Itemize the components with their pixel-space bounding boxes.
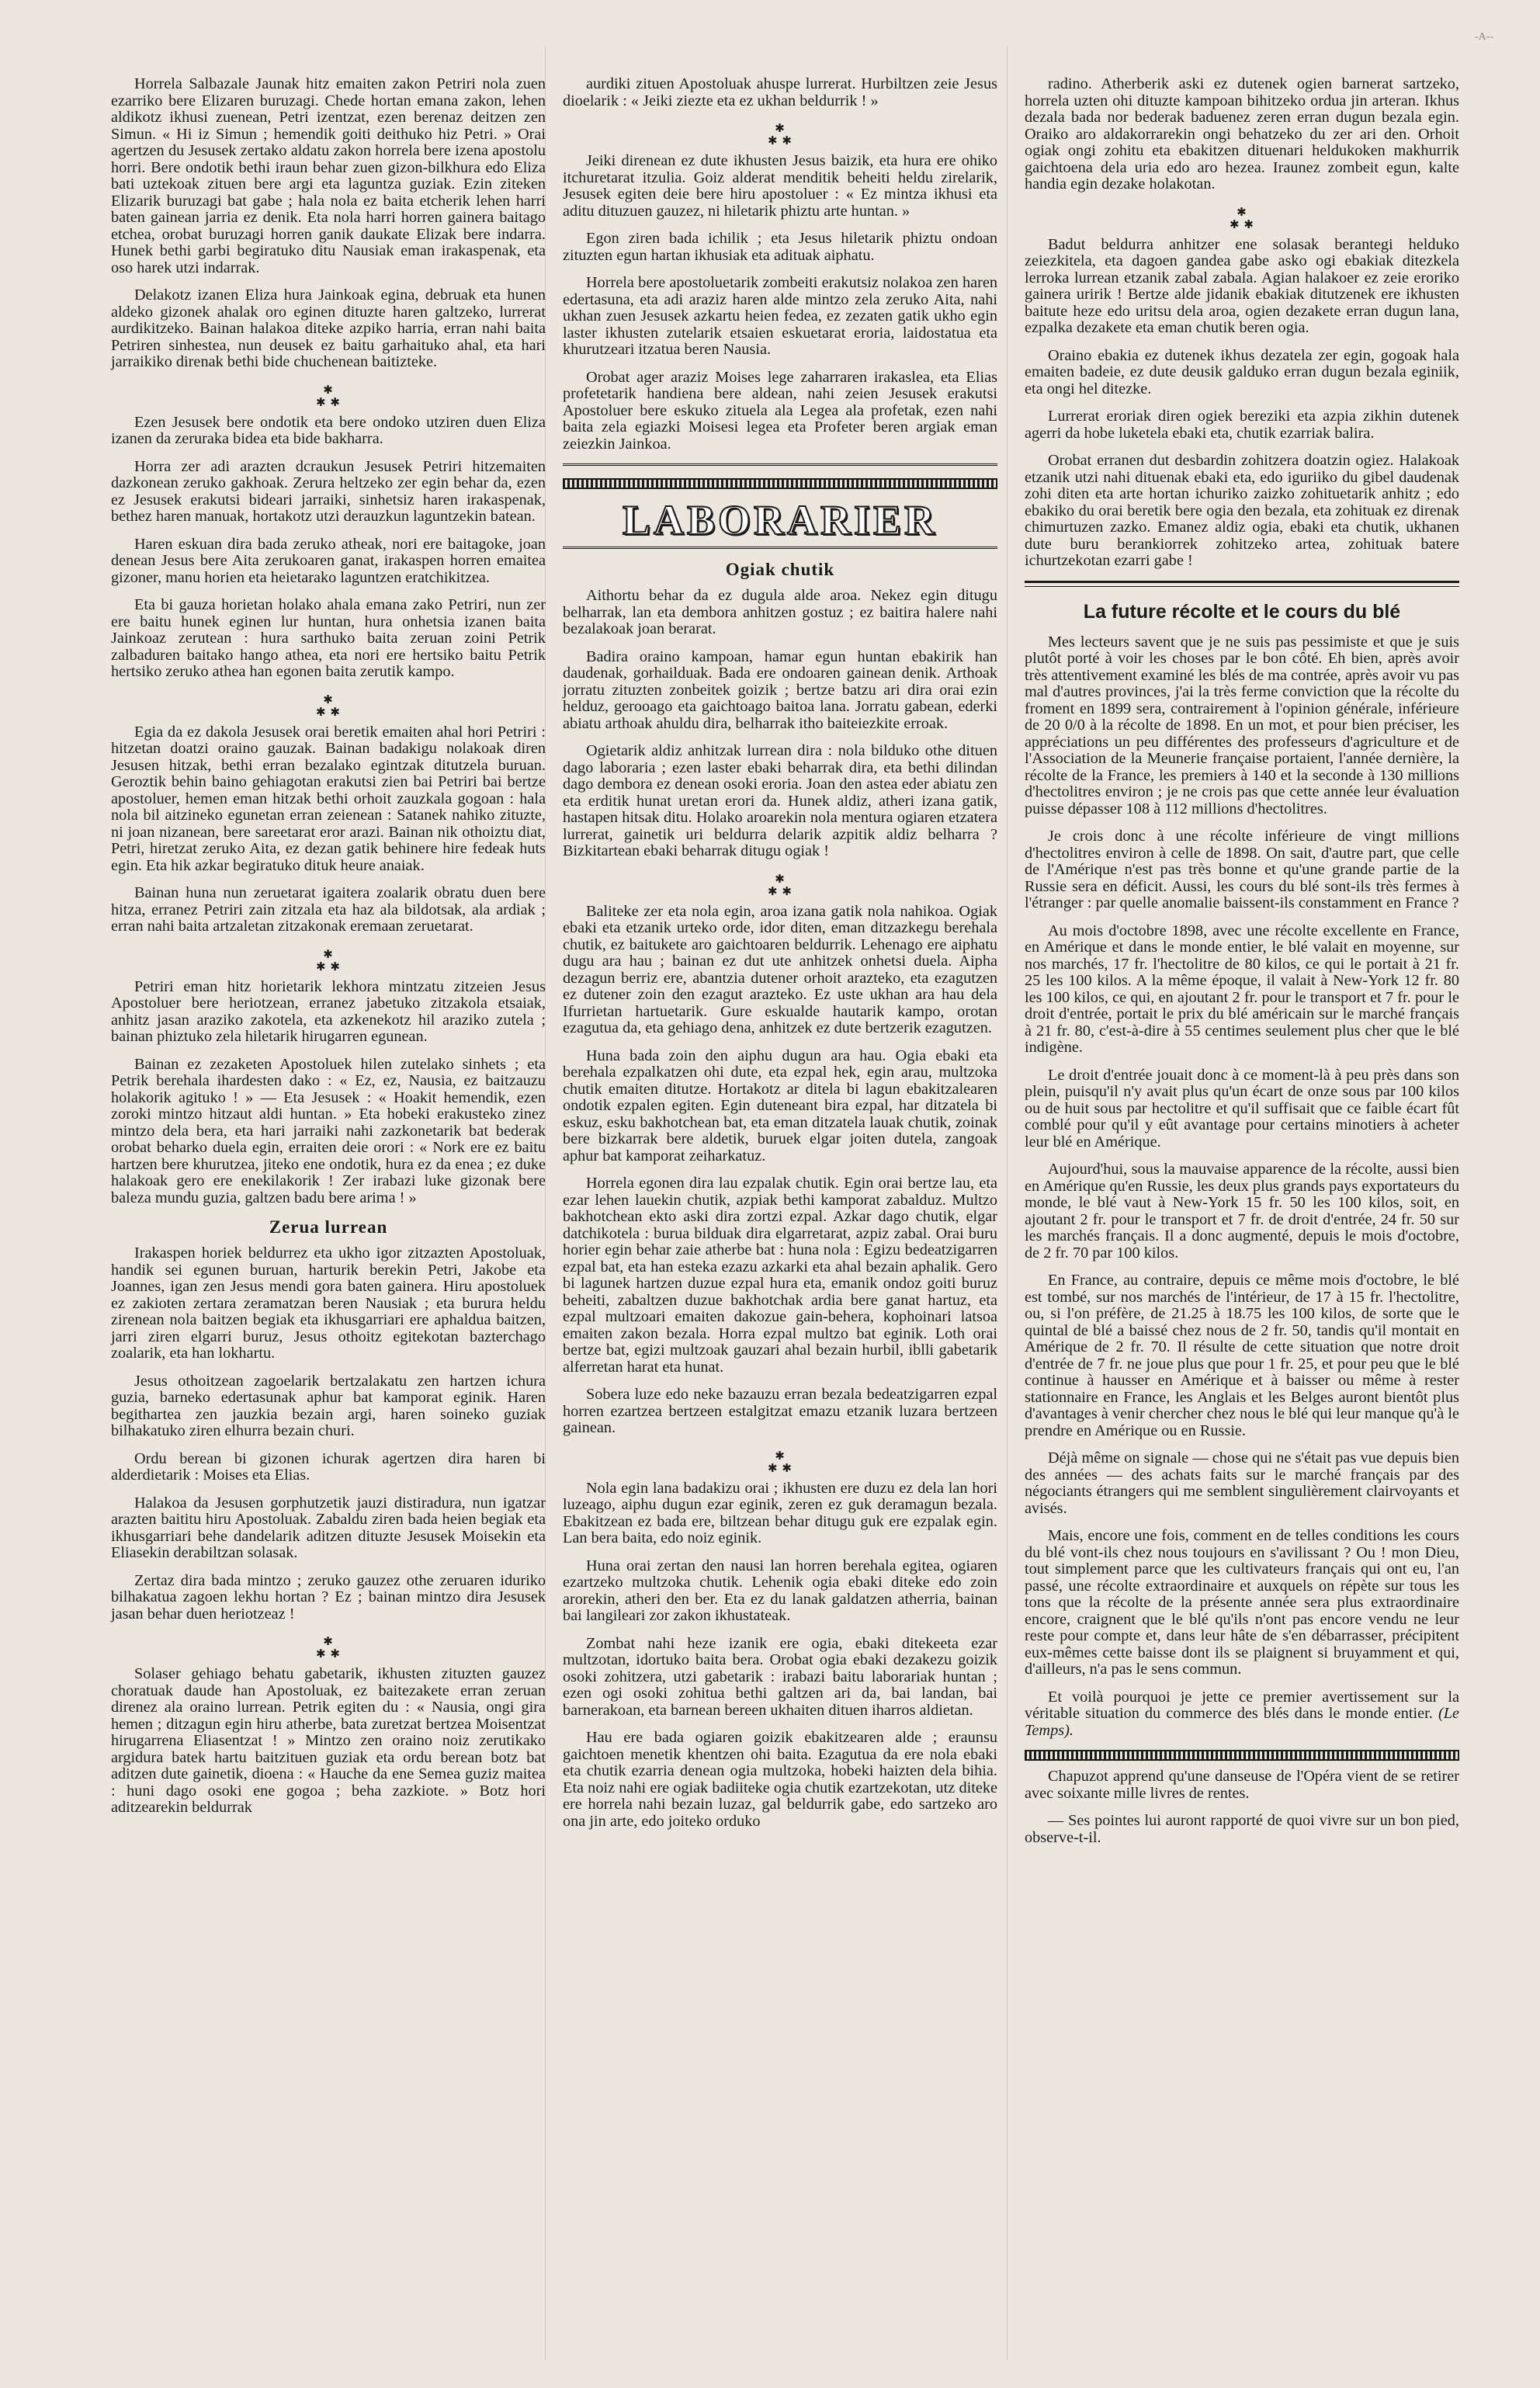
paragraph: — Ses pointes lui auront rapporté de quoi vivre sur un bon pied, observe-t-il. [1025,1812,1459,1846]
column-1 [111,76,546,1827]
paragraph: Badira oraino kampoan, hamar egun huntan ebakirik han daudenak, gorhailduak. Bada ere ondoaren gainean denik. Arthoak jorratu zituzten zonbeitek goizik ; bertze batzu ari dira orai ezin helduz, gerooago eta gaichtoago baitoa lana. Jorratu gabean, ederki abiatu arthoak ahuldu dira, belharrak itho baiteiezkite erroak. [563,647,997,732]
paragraph: Le droit d'entrée jouait donc à ce moment-là à peu près dans son plein, puisqu'il n'y avait plus qu'un écart de onze sous par 100 kilos ou de huit sous par hectolitre et qu'il suffisait que ce faible écart fût comblé pour qu'il y eût avantage pour certains minotiers à acheter leur blé en Amérique. [1025,1066,1459,1151]
article-rule [1025,581,1459,587]
ornamental-rule [1025,1750,1459,1761]
paragraph: Haren eskuan dira bada zeruko atheak, nori ere baitagoke, joan denean Jesus bere Aita zerukoaren ganat, irakaspen horren emaitea gizoner, manu horien eta heietarako laguntzen eratchikitzea. [111,535,546,586]
article-heading: Ogiak chutik [725,560,835,579]
paragraph: Zombat nahi heze izanik ere ogia, ebaki ditekeeta ezar multzotan, idortuko baita bera. Orobat ogia ebaki dezakezu goizik osoki zohitzera, utzi gabetarik : irabazi baitu laborariak huntan ; ezen ogi osoki zohitua bethi galtzen ari da, bai landan, bai barnerakoan, eta barnean bereen ukhaiten dituen iharros aldietan. [563,1634,997,1719]
section-banner-title: LABORARIER [622,497,938,543]
paragraph: Jeiki direnean ez dute ikhusten Jesus baizik, eta hura ere ohiko itchuretarat itzulia. Goiz alderat menditik beheiti heldu zirelarik, Jesusek egiten deie bere hiru apostoluer : « Ez mintza ikhusi eta aditu dituzuen gauzez, ni hiletarik phiztu arte huntan. » [563,152,997,220]
paragraph: Irakaspen horiek beldurrez eta ukho igor zitzazten Apostoluak, handik sei egunen buruan, harturik berekin Petri, Jakobe eta Joannes, igan zen Jesus mendi gora baten gainera. Hiru apostoluek ez zakioten zertara zeramatzan beren Nausiak ; eta burura heldu zirenean nola baitzen begiak eta ikhusgarriari ere aphaldua baitzen, jarri ziren elgarri buruz, Jesus othoitz egitekotan bazterchago zoalarik, eta han lokhartu. [111,1244,546,1362]
paragraph: Nola egin lana badakizu orai ; ikhusten ere duzu ez dela lan hori luzeago, aiphu dugun ezar eginik, zeren ez guk deramagun bezala. Ebakitzean ez bada ere, biltzean behar ditugu guk ere ezpalak egin. Lan bera baita, edo noiz eginik. [563,1479,997,1546]
paragraph: Delakotz izanen Eliza hura Jainkoak egina, debruak eta hunen aldeko gizonek ahalak oro eginen dituzte haren galtzeko, lurrerat aurdikitzeko. Bainan halakoa diteke azpiko harria, erran nahi baita Petriren sinhestea, nun deusek ez baitu garhaituko ahal, eta hari jarraikiko direnak bethi bide chuchenean baitizteke. [111,286,546,370]
paragraph: Eta bi gauza horietan holako ahala emana zako Petriri, nun zer ere baitu hunek eginen lur huntan, hura onhetsia izanen baita Jainkoaz zerutean : hura sarthuko baita zeruan zoini Petrik zalbaduren baitako hango athea, eta nori ere hertsiko baitu Petrik hertsiko zeruko athea han egonen baita zerutik kampo. [111,596,546,680]
paragraph: Petriri eman hitz horietarik lekhora mintzatu zitzeien Jesus Apostoluer bere heriotzean, erranez jabetuko zitzakola etsaiak, anhitz jasan araziko zakotela, eta azkenekotz hil araziko zutela ; bainan phiztuko zela hiletarik hirugarren egunean. [111,977,546,1045]
paragraph: Egon ziren bada ichilik ; eta Jesus hiletarik phiztu ondoan zituzten egun hartan ikhusiak eta adituak aiphatu. [563,230,997,264]
paragraph: radino. Atherberik aski ez dutenek ogien barnerat sartzeko, horrela uzten ohi dituzte kampoan bihitzeko ordua jin arteran. Ikhus dezala bada nor bederak baduenez zeren erran dugun bezala egin. Oraiko aro aldakorrarekin ongi behatzeko du zer ari den. Orhoit ogiak ongi zohitu eta ebakitzen dituenari heldukoken makhurrik gaichtoena dela uria edo aro hezea. Iraunez zombeit egun, kalte handia egin dezake holakotan. [1025,75,1459,193]
column-gutter [1007,47,1008,2360]
paragraph: Déjà même on signale — chose qui ne s'était pas vue depuis bien des années — des achats faits sur le marché français par des négociants étrangers qui me semblent singulièrement clairvoyants et avisés. [1025,1449,1459,1517]
paragraph: Horra zer adi arazten dcraukun Jesusek Petriri hitzemaiten dazkonean zeruko gakhoak. Zerura heltzeko zer egin behar da, ezen ez Jesusek erakutsi bideari jarraiki, sinhetsiz haren irakaspenak, bethez haren manuak, hortakotz utzi derauzkun laguntzekin batean. [111,457,546,525]
paragraph: aurdiki zituen Apostoluak ahuspe lurrerat. Hurbiltzen zeie Jesus dioelarik : « Jeiki ziezte eta ez ukhan beldurrik ! » [563,75,997,109]
section-divider-stars: ✱ ✱ ✱ [316,1636,341,1661]
paragraph: Huna orai zertan den nausi lan horren berehala egitea, ogiaren ezartzeko multzoka chutik. Lehenik ogia ebaki diteke edo zoin arorekin, atheri den ber. Eta ez du lanak galdatzen atherria, bainan bai langileari zor zakon ikhustateak. [563,1557,997,1624]
section-divider-stars: ✱ ✱ ✱ [768,873,793,898]
paragraph: Bainan ez zezaketen Apostoluek hilen zutelako sinhets ; eta Petrik berehala ihardesten dako : « Ez, ez, Nausia, ez baitzauzu holakorik agituko ! » — Eta Jesusek : « Hoakit hemendik, ezen zoroki mintzo hitzaut aldi huntan. » Eta hobeki erakusteko zinez mintzo dela bera, eta hari jarraiki nahi zazkonetarik bat bederak orobat beharko duela egin, erraiten deie orori : « Nork ere ez baitu hartzen bere khurutzea, jiteko ene ondotik, hura ez da enea ; ez duke halakoak gero ere enekilakorik ! Zer irabazi luke gizonak bere baleza mundu guzia, galtzen badu bere arima ! » [111,1055,546,1206]
paragraph: Mais, encore une fois, comment en de telles conditions les cours du blé vont-ils chez nous toujours en s'avilissant ? Ou ! mon Dieu, tout simplement parce que les cultivateurs français qui ont eu, l'an passé, une récolte extraordinaire et auxquels on répète sur tous les tons que la récolte de la présente année sera plus extraordinaire encore, craignent que le blé qu'ils n'ont pas encore vendu ne leur reste pour compte et, dans leur hâte de s'en débarrasser, précipitent eux-mêmes cette baisse dont ils se plaignent si bruyamment et qui, d'ailleurs, n'a pas le sens commun. [1025,1527,1459,1678]
paragraph: Hau ere bada ogiaren goizik ebakitzearen alde ; eraunsu gaichtoen menetik khentzen ohi baita. Ezagutua da ere nola ebaki eta chutik ezarria denean ogia multzoka, hobeki haizten dela bihia. Eta noiz nahi ere ogiak badiiteke ogia chutik ezartzekotan, utz diteke ere horrela nahi bezain luzaz, gal beldurrik gabe, edo sartzeko aro ona jin arte, edo joiteko orduko [563,1729,997,1830]
section-banner [563,463,997,549]
paragraph: Solaser gehiago behatu gabetarik, ikhusten zituzten gauzez choratuak daude han Apostoluak, ez baitezakete erran zeruan direnez ala oraino lurrean. Petrik egiten du : « Nausia, ongi gira hemen ; ditzagun egin hiru atherbe, bata zuretzat bertzea Moisentzat hirugarrena Eliasentzat ! » Mintzo zen oraino noiz zerutikako argidura batek hartu baitzituen guziak eta ordu berean botz bat aditzen dute gainetik, dioena : « Hauche da ene Semea guziz maitea : huni dago osoki ene gogoa ; beha zazkiote. » Botz hori aditzearekin beldurrak [111,1665,546,1816]
paragraph: Badut beldurra anhitzer ene solasak berantegi helduko zeiezkitela, eta dagoen gandea gabe asko ogi ebakiak ditezkela lerroka lurrean etzanik zabal zabala. Agian halakoer ez zeie erorikо gainera uririk ! Bertze alde jidanik ebakiak ditutzenek ere ikhusten baitute heze edo uritsu dela aroa, ogien dezakete erran dugun lana, ezpalka dezakete eta eman chutik beren ogia. [1025,235,1459,336]
paragraph: Horrela egonen dira lau ezpalak chutik. Egin orai bertze lau, eta ezar lehen lauekin chutik, azpiak bethi kamporat zabalduz. Multzo bakhotchean ekto aski dira zortzi ezpal. Azkar dago chutik, elgar datchikotela : burua bilduak dira elgarretarat, azpiz zabal. Orai buru horier egin behar zaie atherbe bat : huna nola : Egizu bedeatzigarren ezpal bat, eta han esteka ezazu azkarki eta ahal bezain aphalik. Gero bi lagunek hartzen duzue ezpal hura eta, emanik ondoz goiti buruz beheiti, zabaltzen duzue bakhotchak ardia bere ganat hartuz, eta ezpal multzoari emaiten dakozue gain-behera, kophoinari latsoa emaiten zakon bezala. Horra ezpal multzo bat eginik. Loth orai bertze bat, egizi multzoak gauzari ahal bezain hurbil, iblli gabetarik alferretan harat eta hunat. [563,1175,997,1376]
paragraph: Ezen Jesusek bere ondotik eta bere ondoko utziren duen Eliza izanen da zeruraka bidea eta bide bakharra. [111,413,546,447]
section-divider-stars: ✱ ✱ ✱ [316,948,341,974]
column-2 [563,76,997,1841]
paragraph: Jesus othoitzean zagoelarik bertzalakatu zen hartzen ichura guzia, barneko edertasunak aphur bat kamporat eginik. Haren begithartea zen jauzkia bezain argi, haren soineko guziak bilhakatuko ziren elhurra bezain churi. [111,1372,546,1439]
paragraph: Au mois d'octobre 1898, avec une récolte excellente en France, en Amérique et dans le monde entier, le blé valait en moyenne, sur nos marchés, 17 fr. l'hectolitre de 80 kilos, ce qui le portait à 21 fr. 25 les 100 kilos. A la même époque, il valait à New-York 12 fr. 80 les 100 kilos, ce qui, en ajoutant 2 fr. pour le transport et 7 fr. pour le droit d'entrée, portait le prix du blé américain sur le marché français à 21 fr. 80, c'est-à-dire à 55 centimes seulement plus cher que le blé indigène. [1025,922,1459,1056]
paragraph: Chapuzot apprend qu'une danseuse de l'Opéra vient de se retirer avec soixante mille livres de rentes. [1025,1768,1459,1802]
paragraph: Halakoa da Jesusen gorphutzetik jauzi distiradura, nun igatzar arazten baititu hiru Apostoluak. Zabaldu ziren bada heien begiak eta ikhusgarriari behe dandelarik aditzen dituzte Jesusek Moisekin eta Eliasekin derabiltzan solasak. [111,1494,546,1561]
paragraph: Aujourd'hui, sous la mauvaise apparence de la récolte, aussi bien en Amérique qu'en Russie, les deux plus grands pays exportateurs du monde, le blé vaut à New-York 15 fr. 50 les 100 kilos, soit, en ajoutant 2 fr. pour le transport et 7 fr. de droit d'entrée, 24 fr. 50 sur les marchés français. Il a donc augmenté, depuis le mois d'octobre, de 2 fr. 70 par 100 kilos. [1025,1161,1459,1262]
paragraph: Oraino ebakia ez dutenek ikhus dezatela zer egin, gogoak hala emaiten badeie, ez dute deusik galduko erran dugun bezala eginiik, eta ongi hel ditezke. [1025,346,1459,397]
paragraph: Horrela Salbazale Jaunak hitz emaiten zakon Petriri nola zuen ezarriko bere Elizaren buruzagi. Chede hortan emana zakon, lehen aldikotz ikhusi zuenean, Petri izentzat, ezen berenaz deitzen zen Simun. « Hi iz Simun ; hemendik goiti deithuko hiz Petri. » Orai agertzen du Jesusek zertako aldatu zakon horrela bere izena apostolu horri. Bere ondotik bethi iraun behar zuen gizon-bilkhura edo Eliza bati uztekoak zituen bere argi eta laguntza guziak. Ezin ziteken Elizarik buruzagi bat gabe ; hala nola ez baita etcherik lehen harri baten gainean jarria ez denik. Eta nola harri horren gainera baitago etchea, orobat buruzagi horren ganik daukate Elizak bere indarra. Hunek bethi garbi begiratuko ditu Nausiak eman irakaspenak, eta oso harek utzi indarrak. [111,75,546,276]
paragraph: En France, au contraire, depuis ce même mois d'octobre, le blé est tombé, sur nos marchés de l'intérieur, de 17 à 15 fr. l'hectolitre, ou, si l'on préfère, de 21.25 à 18.75 les 100 kilos, de sorte que le quintal de blé a baissé chez nous de 2 fr. 50, tandis qu'il montait en Amérique de 2 fr. 70. Il résulte de cette situation que notre droit d'entrée de 7 fr. ne joue plus que pour 1 fr. 25, et pour peu que le blé continue à hausser en Amérique et à baisser ou même à rester stationnaire en France, les Anglais et les Belges auront bientôt plus d'avantages à venir chercher chez nous le blé qui leur manque qu'à le prendre en Amérique ou en Russie. [1025,1272,1459,1439]
ornamental-rule [563,478,997,489]
paragraph: Huna bada zoin den aiphu dugun ara hau. Ogia ebaki eta berehala ezpalkatzen ohi dute, eta ezpal hek, egin arau, multzoka chutik emaiten ditutze. Hortakotz ar ditela bi lagun ebakitzalearen ondotik ezpalen egiten. Egin duteneant bira ezpal, har ditzatela bi eskuz, esku bakhotchean bat, eta eman ditzatela lauak chutik, zoinak bere bizkarrak bere aldetik, buruek elgar joiten dutela, zangoak aphur bat kamporat zeiharkatuz. [563,1046,997,1164]
paragraph: Aithortu behar da ez dugula alde aroa. Nekez egin ditugu belharrak, lan eta dembora anhitzen gostuz ; ez baitira halere nahi bezalakoak joan berarat. [563,587,997,637]
paragraph: Sobera luze edo neke bazauzu erran bezala bedeatzigarren ezpal horren ezartzea bertzeen estalgitzat emazu etzanik luzara bertzeen gainean. [563,1386,997,1436]
paragraph: Ordu berean bi gizonen ichurak agertzen dira haren bi alderdietarik : Moises eta Elias. [111,1449,546,1484]
paragraph: Bainan huna nun zeruetarat igaitera zoalarik obratu duen bere hitza, erranez Petriri zain zitzala eta haz ala bildotsak, ala ardiak ; erran nahi baita artzaletan zitzakonak eremaan zeruetarat. [111,884,546,935]
paragraph: Orobat erranen dut desbardin zohitzera doatzin ogiez. Halakoak etzanik utzi nahi dituenak ebaki eta, edo iguriiko du gibel daudenak zohi diten eta arte hortan ichuriko zaizko zohituetarik anhitz ; edo ebakiko du orai beretik bere ogia den bezala, eta zohituak ez direnak chimurtuzen zazko. Emanez aldiz ogia, ebaki eta chutik, ukhanen dute buru berankiorrek zohitzeko artea, zohituak batere ichurtzekotan ezarri gabe ! [1025,452,1459,569]
section-divider-stars: ✱ ✱ ✱ [1230,206,1254,231]
source-citation: (Le Temps). [1025,1705,1459,1739]
corner-mark: -A-- [1474,31,1493,43]
column-3 [1025,76,1459,1857]
paragraph: Je crois donc à une récolte inférieure de vingt millions d'hectolitres environ à celle de 1898. On sait, d'autre part, que celle de l'Amérique n'est pas très bonne et qu'une grande partie de la Russie sera en déficit. Aussi, les cours du blé sont-ils très fermes à l'étranger : par quelle anomalie baissent-ils constamment en France ? [1025,828,1459,911]
paragraph: Orobat ager araziz Moises lege zaharraren irakaslea, eta Elias profetetarik handiena bere aldean, nahi zeien Jesusek erakutsi Apostoluer bere eskuko zituela ala Legea ala profetak, ezen nahi baita zela egiazki Moisesi legea eta Profeter beren argiak eman zeiezkin Jainkoa. [563,368,997,453]
paragraph: Mes lecteurs savent que je ne suis pas pessimiste et que je suis plutôt porté à voir les choses par le bon côté. Eh bien, après avoir très attentivement examiné les blés de ma contrée, après avoir vu pas mal d'autres provinces, j'ai la très ferme conviction que la récolte du froment en 1899 sera, contrairement à l'opinion générale, inférieure de 20 0/0 à la récolte de 1898. En un mot, et pour bien préciser, les appréciations un peu différentes des professeurs d'agriculture et de l'Association de la Meunerie française portaient, l'année dernière, la récolte de la France, les premiers à 140 et la seconde à 130 millions d'hectolitres environ ; je ne crois pas que cette année leur évaluation puisse dépasser 108 à 112 millions d'hectolitres. [1025,633,1459,817]
section-divider-stars: ✱ ✱ ✱ [768,1449,793,1475]
paragraph: Zertaz dira bada mintzo ; zeruko gauzez othe zeruaren iduriko bilhakatua zagoen lekhu hortan ? Ez ; bainan mintzo dira Jesusek jasan behar duen heriotzeaz ! [111,1571,546,1623]
section-divider-stars: ✱ ✱ ✱ [316,693,341,719]
section-divider-stars: ✱ ✱ ✱ [316,384,341,409]
paragraph-text: Et voilà pourquoi je jette ce premier avertissement sur la véritable situation du commerce des blés dans le monde entier. [1025,1688,1459,1722]
paragraph: Lurrerat eroriak diren ogiek bereziki eta azpia zikhin dutenek agerri da hobe luketela ebaki eta, chutik ezarriak balira. [1025,408,1459,442]
article-heading: La future récolte et le cours du blé [1083,600,1401,623]
section-heading: Zerua lurrean [269,1217,388,1237]
paragraph: Egia da ez dakola Jesusek orai beretik emaiten ahal hori Petriri : hitzetan doatzi oraino gauzak. Bainan badakigu nolakoak diren Jesusen hitzak, bethi erran bezalako egintzak ditutzela buruan. Geroztik behin baino gehiagotan erakutsi zien bai Petriri bai bertze apostoluer, hemen eman hitzak bethi orhoit zauzkala gogoan : hala nola bil aitzineko egunetan erran zeienean : Satanek nahiko zituzte, ni joan nizanean, bere sareetarat eror arazi. Bainan nik othoiztu diat, Petri, hiretzat zeruko Aita, ez dezan gatik behinere hire fedeak huts egin. Eta hik azkar begiratuko dituk heure anaiak. [111,723,546,874]
paragraph: Horrela bere apostoluetarik zombeiti erakutsiz nolakoa zen haren edertasuna, eta adi araziz haren alde mintzo zela zeruko Aita, nahi ukhan zuen Jesusek azkartu heien fedea, ez zezaten gatik ukho egin laster ikhusten zutelarik etsaien eskuetarat eroria, laidostatua eta khurutzeari itzatua beren Nausia. [563,274,997,358]
section-divider-stars: ✱ ✱ ✱ [768,123,793,148]
paragraph: Baliteke zer eta nola egin, aroa izana gatik nola nahikoa. Ogiak ebaki eta etzanik urteko orde, idor diten, eman ditzazkegu berehala chutik, ez baitukete aro gaichtoaren beldurrik. Lehenago ere aiphatu dugu ara hau ; bainan ez dut ute anhitzek onhetsi duela. Aipha dezagun berriz ere, abantzia dutener orhoit arazteko, eta ezagutzen ez dutener zoin den ezagut arazteko. Ez uste ukhan ara hau dela Ifurrietan hartuetarik. Gure eskualde hautarik kampo, orotan ezagutua da, eta gehiago dena, anhitzek ez dute bertzerik ezagutzen. [563,902,997,1036]
paragraph: Ogietarik aldiz anhitzak lurrean dira : nola bilduko othe dituen dago laboraria ; ezen laster ebaki beharrak dira, eta bethi dilindan dago dembora ez denean osoki eroria. Joan den astea eder abiatu zen eta erditik hunat uretan erori da. Hunek aldiz, atheri izana gatik, hastapen hitsak ditu. Holako aroarekin nola mentura ogiaren etzatera lurrerat, gainetik uri beldurra delarik azpitik aldiz belharra ? Bizkitartean ebaki beharrak ditugu ogiak ! [563,742,997,859]
paragraph [1025,1689,1459,1740]
